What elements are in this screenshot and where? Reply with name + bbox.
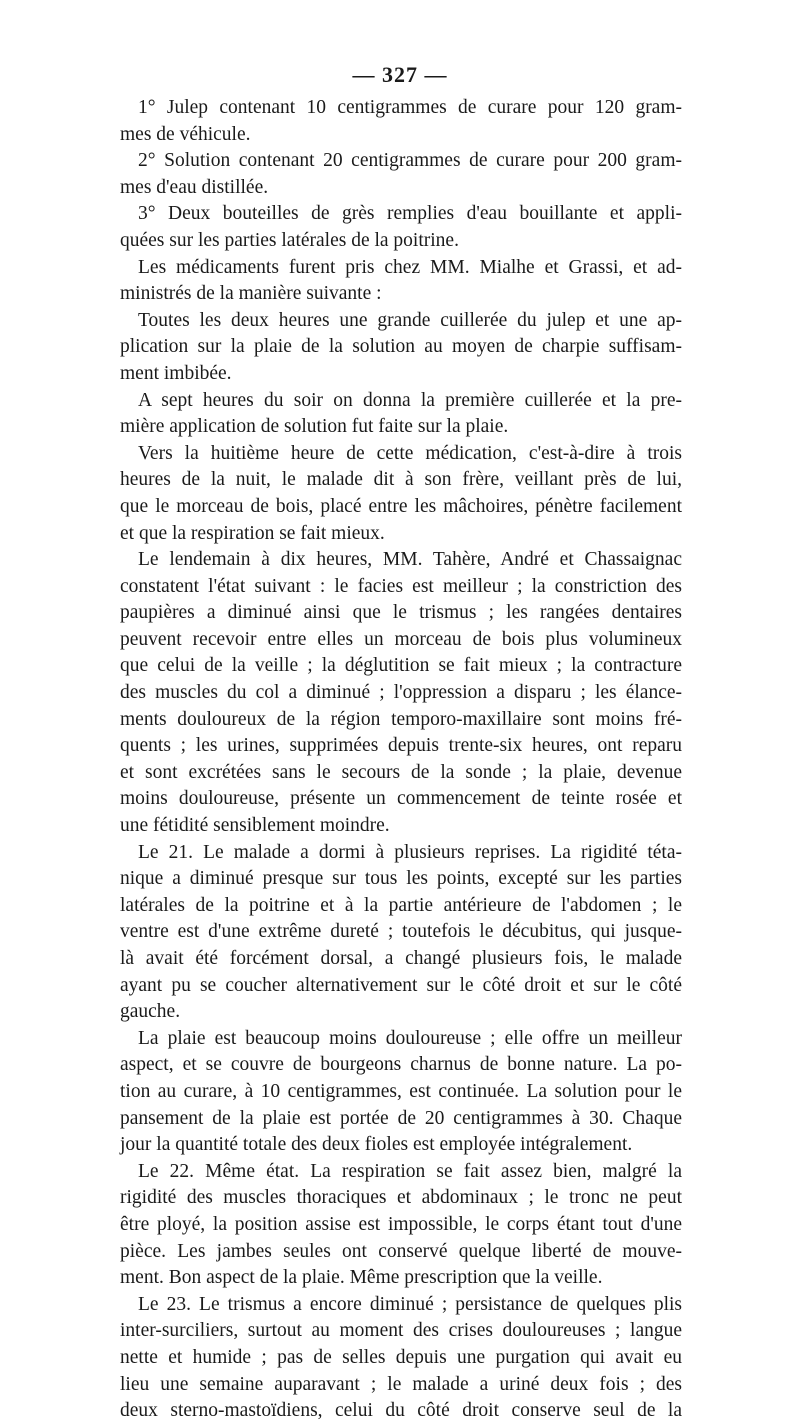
text-line: plication sur la plaie de la solution au moyen de charpie suffisam- bbox=[120, 336, 682, 358]
text-line: ments douloureux de la région temporo-maxillaire sont moins fré- bbox=[120, 708, 682, 730]
text-line: 3° Deux bouteilles de grès remplies d'eau bouillante et appli- bbox=[138, 203, 682, 225]
text-line: deux sterno-mastoïdiens, celui du côté droit conserve seul de la bbox=[120, 1400, 682, 1422]
text-line: Vers la huitième heure de cette médication, c'est-à-dire à trois bbox=[138, 442, 682, 464]
text-line: ministrés de la manière suivante : bbox=[120, 283, 382, 305]
text-line: et sont excrétées sans le secours de la sonde ; la plaie, devenue bbox=[120, 761, 682, 783]
text-line: jour la quantité totale des deux fioles est employée intégralement. bbox=[120, 1134, 633, 1156]
text-line: mes de véhicule. bbox=[120, 123, 251, 145]
text-line: une fétidité sensiblement moindre. bbox=[120, 815, 390, 837]
text-line: nique a diminué presque sur tous les points, excepté sur les parties bbox=[120, 868, 682, 890]
text-line: pansement de la plaie est portée de 20 centigrammes à 30. Chaque bbox=[120, 1107, 682, 1129]
text-line: tion au curare, à 10 centigrammes, est continuée. La solution pour le bbox=[120, 1080, 682, 1102]
text-line: 1° Julep contenant 10 centigrammes de curare pour 120 gram- bbox=[138, 97, 682, 118]
text-line: ment. Bon aspect de la plaie. Même prescription que la veille. bbox=[120, 1267, 603, 1289]
text-line: que celui de la veille ; la déglutition se fait mieux ; la contracture bbox=[120, 655, 682, 677]
text-line: 2° Solution contenant 20 centigrammes de curare pour 200 gram- bbox=[138, 150, 682, 172]
text-line: Les médicaments furent pris chez MM. Mialhe et Grassi, et ad- bbox=[138, 256, 682, 278]
text-line: là avait été forcément dorsal, a changé plusieurs fois, le malade bbox=[120, 948, 682, 969]
text-line: mes d'eau distillée. bbox=[120, 176, 269, 198]
body-text bbox=[120, 95, 682, 1425]
text-line: Le 21. Le malade a dormi à plusieurs reprises. La rigidité téta- bbox=[138, 841, 682, 863]
text-line: quées sur les parties latérales de la poitrine. bbox=[120, 229, 459, 251]
text-line: latérales de la poitrine et à la partie antérieure de l'abdomen ; le bbox=[120, 894, 682, 916]
text-line: pièce. Les jambes seules ont conservé quelque liberté de mouve- bbox=[120, 1240, 682, 1262]
text-line: ventre est d'une extrême dureté ; toutefois le décubitus, qui jusque- bbox=[120, 921, 682, 943]
text-line: ment imbibée. bbox=[120, 362, 232, 384]
text-line: gauche. bbox=[120, 1001, 181, 1023]
text-line: aspect, et se couvre de bourgeons charnus de bonne nature. La po- bbox=[120, 1054, 682, 1076]
text-line: Le 22. Même état. La respiration se fait assez bien, malgré la bbox=[138, 1160, 682, 1182]
text-line: lieu une semaine auparavant ; le malade a uriné deux fois ; des bbox=[120, 1373, 682, 1395]
text-line: Le 23. Le trismus a encore diminué ; persistance de quelques plis bbox=[138, 1293, 682, 1315]
text-line: Toutes les deux heures une grande cuillerée du julep et une ap- bbox=[138, 309, 682, 331]
text-line: des muscles du col a diminué ; l'oppression a disparu ; les élance- bbox=[120, 682, 682, 704]
text-line: quents ; les urines, supprimées depuis trente-six heures, ont reparu bbox=[120, 735, 682, 757]
text-line: rigidité des muscles thoraciques et abdominaux ; le tronc ne peut bbox=[120, 1187, 682, 1209]
text-line: nette et humide ; pas de selles depuis une purgation qui avait eu bbox=[120, 1346, 682, 1368]
text-line: ayant pu se coucher alternativement sur le côté droit et sur le côté bbox=[120, 974, 682, 996]
text-line: mière application de solution fut faite sur la plaie. bbox=[120, 416, 509, 438]
text-line: constatent l'état suivant : le facies est meilleur ; la constriction des bbox=[120, 575, 682, 597]
text-line: La plaie est beaucoup moins douloureuse ; elle offre un meilleur bbox=[138, 1027, 682, 1049]
text-line: être ployé, la position assise est impossible, le corps étant tout d'une bbox=[120, 1213, 682, 1235]
text-line: peuvent recevoir entre elles un morceau de bois plus volumineux bbox=[120, 628, 682, 650]
text-line: moins douloureuse, présente un commencement de teinte rosée et bbox=[120, 788, 682, 810]
text-line: paupières a diminué ainsi que le trismus ; les rangées dentaires bbox=[120, 602, 682, 624]
text-line: A sept heures du soir on donna la première cuillerée et la pre- bbox=[138, 389, 682, 411]
page-number: — 327 — bbox=[352, 62, 448, 87]
text-line: et que la respiration se fait mieux. bbox=[120, 522, 385, 544]
text-line: Le lendemain à dix heures, MM. Tahère, André et Chassaignac bbox=[138, 549, 682, 571]
text-line: inter-surciliers, surtout au moment des crises douloureuses ; langue bbox=[120, 1320, 682, 1342]
text-line: heures de la nuit, le malade dit à son frère, veillant près de lui, bbox=[120, 469, 682, 491]
text-line: que le morceau de bois, placé entre les mâchoires, pénètre facilement bbox=[120, 495, 682, 517]
